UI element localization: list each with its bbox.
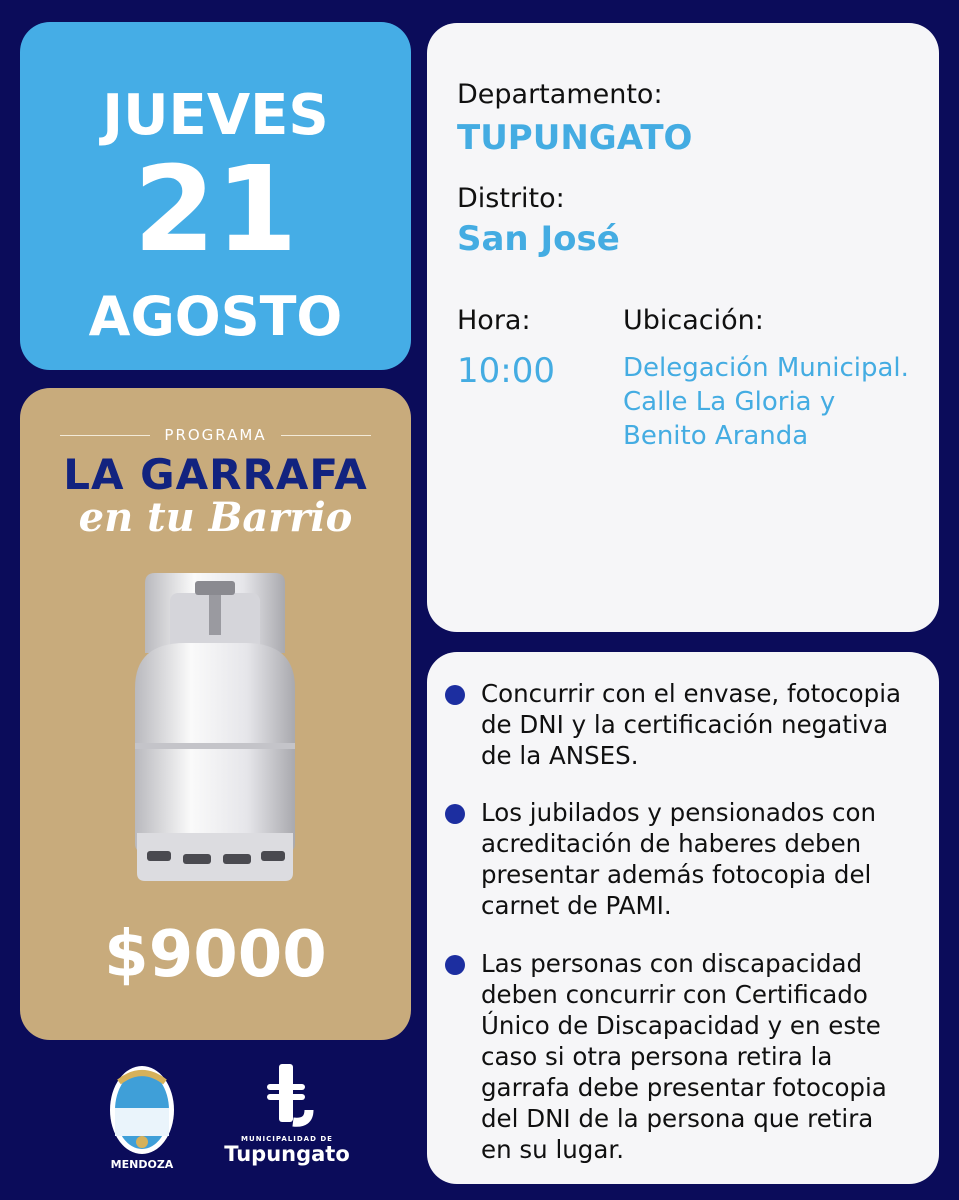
requirement-line: deben concurrir con Certificado	[481, 980, 868, 1009]
info-card	[427, 23, 939, 632]
bullet-icon	[445, 685, 465, 705]
ubicacion-line: Calle La Gloria y	[623, 387, 836, 417]
promo-card	[20, 388, 411, 1040]
requirement-line: en su lugar.	[481, 1135, 624, 1164]
tupungato-small-label: MUNICIPALIDAD DE	[241, 1135, 333, 1143]
distrito-value: San José	[457, 219, 620, 259]
price: $9000	[104, 918, 327, 992]
hora-value: 10:00	[457, 351, 555, 391]
ubicacion-line: Benito Aranda	[623, 421, 809, 451]
requirement-item	[481, 948, 921, 1165]
requirement-line: Único de Discapacidad y en este	[481, 1011, 881, 1040]
gas-cylinder-icon	[125, 573, 305, 893]
requirement-item	[481, 678, 921, 771]
bullet-icon	[445, 955, 465, 975]
requirement-line: Las personas con discapacidad	[481, 949, 863, 978]
programa-label: PROGRAMA	[60, 426, 371, 444]
requirement-line: del DNI de la persona que retira	[481, 1104, 874, 1133]
requirement-line: de DNI y la certificación negativa	[481, 710, 889, 739]
mendoza-label: MENDOZA	[110, 1158, 174, 1171]
ubicacion-label: Ubicación:	[623, 305, 764, 336]
hora-label: Hora:	[457, 305, 531, 336]
tupungato-emblem-icon	[257, 1062, 317, 1137]
program-title: LA GARRAFA	[63, 450, 368, 499]
requirement-line: carnet de PAMI.	[481, 891, 672, 920]
weekday: JUEVES	[102, 83, 329, 148]
bullet-icon	[445, 804, 465, 824]
day-number: 21	[133, 140, 298, 278]
month: AGOSTO	[88, 285, 343, 348]
requirement-line: de la ANSES.	[481, 741, 639, 770]
requirement-line: acreditación de haberes deben	[481, 829, 862, 858]
requirement-item	[481, 797, 921, 921]
program-subtitle: en tu Barrio	[78, 494, 353, 541]
departamento-label: Departamento:	[457, 79, 663, 110]
mendoza-shield-icon	[107, 1062, 177, 1158]
tupungato-logo	[212, 1062, 362, 1165]
ubicacion-line: Delegación Municipal.	[623, 353, 909, 383]
mendoza-logo	[100, 1062, 184, 1171]
requirements-card	[427, 652, 939, 1184]
requirement-line: Los jubilados y pensionados con	[481, 798, 876, 827]
requirement-line: presentar además fotocopia del	[481, 860, 872, 889]
requirement-line: Concurrir con el envase, fotocopia	[481, 679, 902, 708]
ubicacion-value	[623, 351, 923, 453]
requirement-line: caso si otra persona retira la	[481, 1042, 833, 1071]
date-card	[20, 22, 411, 370]
requirement-line: garrafa debe presentar fotocopia	[481, 1073, 887, 1102]
tupungato-label: Tupungato	[224, 1142, 350, 1166]
distrito-label: Distrito:	[457, 183, 565, 214]
departamento-value: TUPUNGATO	[457, 118, 693, 158]
